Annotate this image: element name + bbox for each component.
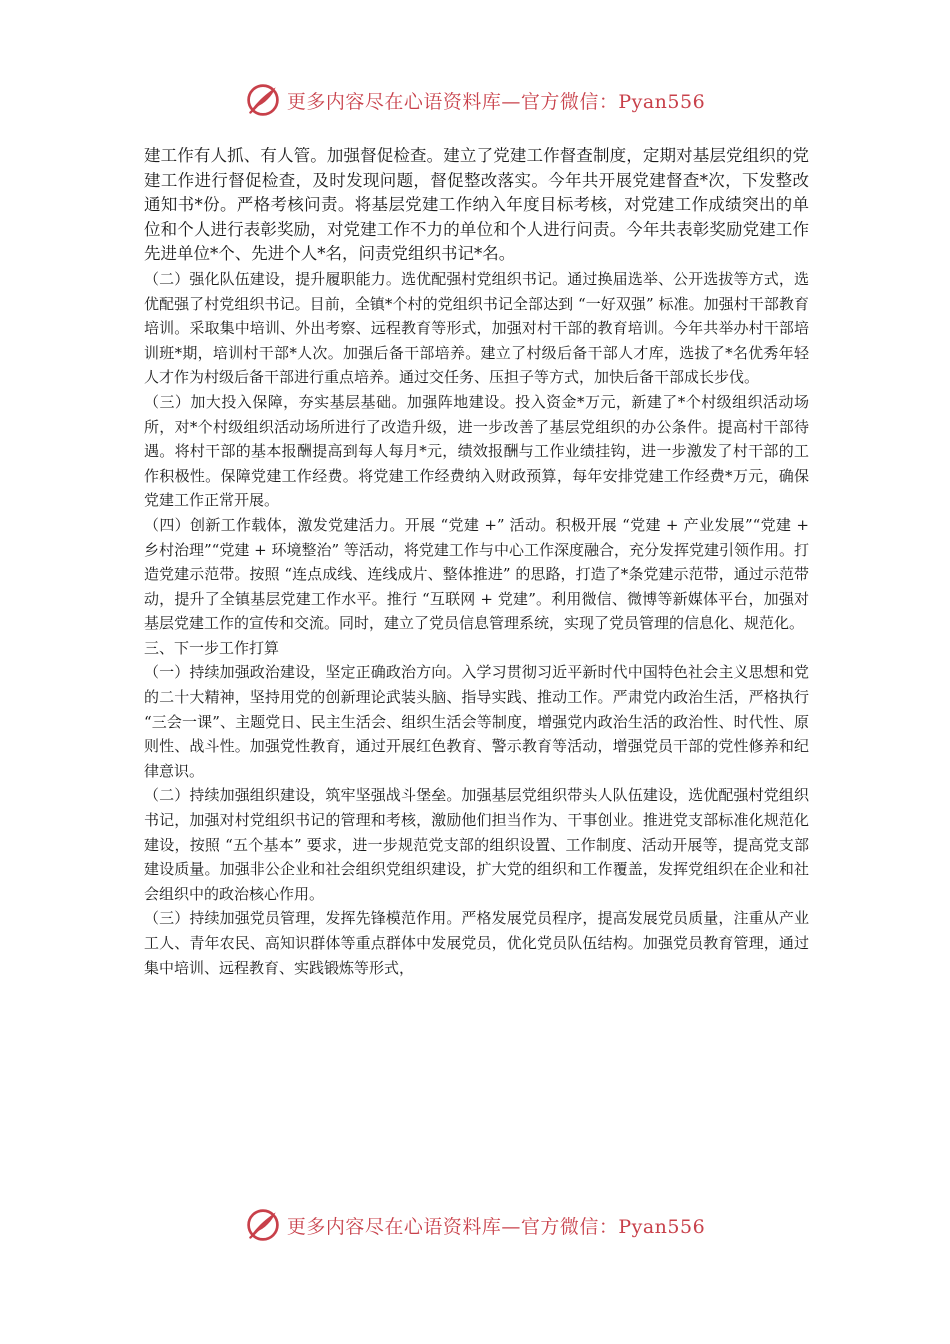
document-body: [144, 144, 809, 980]
watermark-footer: [0, 1207, 950, 1243]
paragraph: （四）创新工作载体，激发党建活力。开展 “党建 +” 活动。积极开展 “党建 + 产业发展”“党建 + 乡村治理”“党建 + 环境整治” 等活动，将党建工作与中心工作深度融合，充分发挥党建引领作用。打造党建示范带。按照 “连点成线、连线成片、整体推进” 的思路，打造了*条党建示范带，通过示范带动，提升了全镇基层党建工作水平。推行 “互联网 + 党建”。利用微信、微博等新媒体平台，加强对基层党建工作的宣传和交流。同时，建立了党员信息管理系统，实现了党员管理的信息化、规范化。: [144, 515, 809, 633]
paragraph: 建工作有人抓、有人管。加强督促检查。建立了党建工作督查制度，定期对基层党组织的党建工作进行督促检查，及时发现问题，督促整改落实。今年共开展党建督查*次，下发整改通知书*份。严格考核问责。将基层党建工作纳入年度目标考核，对党建工作成绩突出的单位和个人进行表彰奖励，对党建工作不力的单位和个人进行问责。今年共表彰奖励党建工作先进单位*个、先进个人*名，问责党组织书记*名。: [144, 146, 809, 264]
paragraph: （二）持续加强组织建设，筑牢坚强战斗堡垒。加强基层党组织带头人队伍建设，选优配强村党组织书记，加强对村党组织书记的管理和考核，激励他们担当作为、干事创业。推进党支部标准化规范化建设，按照 “五个基本” 要求，进一步规范党支部的组织设置、工作制度、活动开展等，提高党支部建设质量。加强非公企业和社会组织党组织建设，扩大党的组织和工作覆盖，发挥党组织在企业和社会组织中的政治核心作用。: [144, 786, 809, 903]
paragraph: （三）加大投入保障，夯实基层基础。加强阵地建设。投入资金*万元，新建了*个村级组织活动场所，对*个村级组织活动场所进行了改造升级，进一步改善了基层党组织的办公条件。提高村干部待遇。将村干部的基本报酬提高到每人每月*元，绩效报酬与工作业绩挂钩，进一步激发了村干部的工作积极性。保障党建工作经费。将党建工作经费纳入财政预算，每年安排党建工作经费*万元，确保党建工作正常开展。: [144, 392, 809, 510]
watermark-header: [0, 82, 950, 118]
paragraph: （二）强化队伍建设，提升履职能力。选优配强村党组织书记。通过换届选举、公开选拔等方式，选优配强了村党组织书记。目前，全镇*个村的党组织书记全部达到 “一好双强” 标准。加强村干部教育培训。采取集中培训、外出考察、远程教育等形式，加强对村干部的教育培训。今年共举办村干部培训班*期，培训村干部*人次。加强后备干部培养。建立了村级后备干部人才库，选拔了*名优秀年轻人才作为村级后备干部进行重点培养。通过交任务、压担子等方式，加快后备干部成长步伐。: [144, 269, 809, 387]
watermark-text: 更多内容尽在心语资料库—官方微信：Pyan556: [286, 1215, 706, 1238]
paragraph: （三）持续加强党员管理，发挥先锋模范作用。严格发展党员程序，提高发展党员质量，注重从产业工人、青年农民、高知识群体等重点群体中发展党员，优化党员队伍结构。加强党员教育管理，通过集中培训、远程教育、实践锻炼等形式，: [144, 909, 809, 977]
feather-pen-icon: [245, 82, 281, 118]
watermark-text: 更多内容尽在心语资料库—官方微信：Pyan556: [286, 90, 706, 113]
feather-pen-icon: [245, 1207, 281, 1243]
paragraph: （一）持续加强政治建设，坚定正确政治方向。入学习贯彻习近平新时代中国特色社会主义思想和党的二十大精神，坚持用党的创新理论武装头脑、指导实践、推动工作。严肃党内政治生活，严格执行 “三会一课”、主题党日、民主生活会、组织生活会等制度，增强党内政治生活的政治性、时代性、原则性、战斗性。加强党性教育，通过开展红色教育、警示教育等活动，增强党员干部的党性修养和纪律意识。: [144, 663, 809, 780]
section-heading: 三、下一步工作打算: [144, 638, 280, 657]
